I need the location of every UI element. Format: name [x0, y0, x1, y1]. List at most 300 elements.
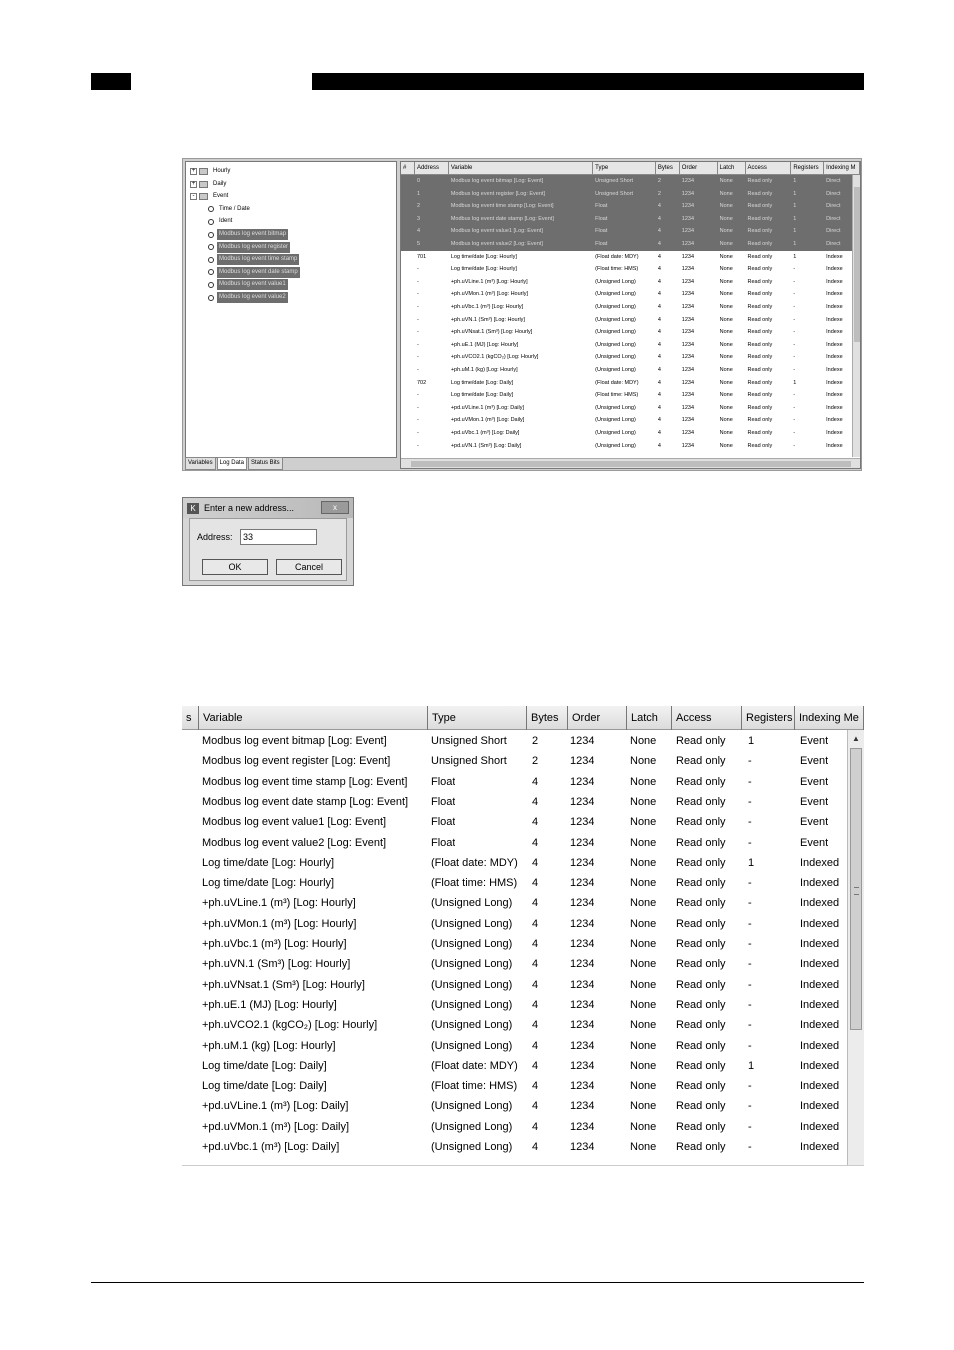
table-row[interactable]: [401, 377, 860, 390]
table-cell: +pd.uVbc.1 (m³) [Log: Daily]: [450, 430, 520, 436]
table-cell: Read only: [747, 404, 773, 411]
tree-item[interactable]: [208, 242, 290, 253]
table-cell: Read only: [676, 1141, 726, 1153]
table-cell: [401, 213, 415, 226]
table-row[interactable]: [182, 853, 864, 873]
table-cell: [401, 288, 415, 301]
table-cell: Indexed: [800, 1019, 840, 1032]
table-cell: Direct: [826, 228, 841, 235]
table-row[interactable]: [182, 1117, 864, 1137]
table-cell: 1234: [681, 215, 695, 222]
table-row[interactable]: [182, 893, 864, 913]
table-cell: None: [719, 266, 733, 273]
column-header[interactable]: Registers: [742, 706, 795, 730]
column-header[interactable]: Indexing Me: [795, 706, 864, 730]
table-cell: +ph.uVN.1 (Sm³) [Log: Hourly]: [450, 316, 525, 323]
table-cell: Read only: [747, 341, 773, 348]
table-cell: 1: [793, 241, 797, 247]
node-icon: [208, 244, 214, 250]
table-cell: None: [719, 430, 733, 436]
table-cell: [401, 414, 415, 427]
folder-icon: [199, 193, 208, 200]
table-row[interactable]: [182, 934, 864, 954]
column-header[interactable]: Latch: [718, 162, 746, 174]
table-cell: [401, 276, 415, 289]
table-cell: (Unsigned Long): [431, 1019, 513, 1032]
column-header[interactable]: Order: [568, 706, 627, 730]
table-cell: Indexed: [800, 897, 840, 910]
table-cell: Log time/date [Log: Daily]: [202, 1059, 327, 1072]
table-cell: (Unsigned Long): [431, 998, 513, 1011]
column-header[interactable]: s: [182, 706, 199, 730]
tree-item[interactable]: [208, 279, 288, 290]
table-cell: 1234: [570, 1100, 595, 1113]
table-cell: 1: [748, 1059, 755, 1072]
table-cell: Float: [595, 241, 608, 247]
table-row[interactable]: [182, 833, 864, 853]
table-row[interactable]: [182, 1096, 864, 1116]
table-cell: +ph.uM.1 (kg) [Log: Hourly]: [450, 367, 518, 373]
table-cell: Read only: [676, 938, 726, 950]
tab-variables[interactable]: Variables: [185, 457, 216, 470]
column-header[interactable]: Access: [746, 162, 792, 174]
table-row[interactable]: [182, 1137, 864, 1157]
cancel-button[interactable]: Cancel: [276, 559, 342, 575]
table-cell: -: [748, 775, 752, 788]
tree-item-label: Modbus log event value2: [217, 292, 288, 303]
table-row[interactable]: [401, 301, 860, 314]
table-cell: 1: [793, 178, 797, 184]
table-cell: 5: [416, 241, 421, 247]
table-cell: -: [793, 266, 796, 273]
table-cell: +ph.uVbc.1 (m³) [Log: Hourly]: [202, 938, 347, 950]
table-cell: Modbus log event bitmap [Log: Event]: [450, 178, 544, 184]
table-cell: None: [630, 1080, 657, 1093]
table-cell: -: [416, 266, 419, 273]
table-row[interactable]: [182, 1036, 864, 1056]
table-row[interactable]: [401, 389, 860, 402]
tab-status-bits[interactable]: Status Bits: [248, 457, 283, 470]
table-row[interactable]: [401, 427, 860, 440]
table-cell: -: [748, 938, 752, 950]
table-cell: Indexed: [800, 1039, 840, 1052]
table-cell: Indexe: [826, 404, 843, 411]
table-row[interactable]: [401, 213, 860, 226]
table-cell: -: [416, 430, 419, 436]
node-icon: [208, 257, 214, 263]
table-cell: Event: [800, 735, 829, 747]
table-cell: Read only: [747, 241, 773, 247]
table-cell: None: [630, 1019, 657, 1032]
expand-toggle-icon[interactable]: +: [191, 180, 196, 187]
table-row[interactable]: [401, 238, 860, 251]
table-row[interactable]: [401, 175, 860, 188]
table-cell: Direct: [826, 215, 841, 222]
table-cell: None: [630, 1100, 657, 1113]
close-button[interactable]: x: [321, 501, 349, 514]
table-row[interactable]: [401, 276, 860, 289]
tree-item[interactable]: [208, 292, 288, 303]
table-cell: -: [793, 354, 796, 361]
table-row[interactable]: [401, 225, 860, 238]
column-header[interactable]: Address: [415, 162, 449, 174]
scroll-thumb[interactable]: [854, 187, 860, 342]
table-row[interactable]: [182, 914, 864, 934]
table-cell: -: [793, 367, 796, 373]
table-cell: 4: [532, 1141, 539, 1153]
table-cell: 1: [793, 215, 797, 222]
table-cell: None: [719, 278, 733, 285]
table-cell: Read only: [676, 978, 726, 991]
table-cell: (Unsigned Long): [431, 1100, 513, 1113]
column-header[interactable]: Registers: [791, 162, 824, 174]
table-cell: 1234: [570, 938, 595, 950]
table-cell: 4: [532, 938, 539, 950]
table-cell: Read only: [747, 329, 773, 336]
table-row[interactable]: [401, 188, 860, 201]
table-row[interactable]: [182, 751, 864, 771]
table-cell: (Float date: MDY): [431, 1059, 518, 1072]
dialog-title: Enter a new address...: [204, 503, 295, 513]
table-cell: None: [630, 856, 657, 869]
table-row[interactable]: [401, 200, 860, 213]
table-cell: 4: [657, 379, 661, 386]
table-cell: -: [748, 1100, 752, 1113]
ok-button[interactable]: OK: [202, 559, 268, 575]
table-cell: Unsigned Short: [595, 190, 634, 197]
table-cell: -: [793, 417, 796, 424]
table-cell: -: [748, 1120, 752, 1133]
table-cell: (Unsigned Long): [595, 430, 636, 436]
table-cell: -: [416, 278, 419, 285]
table-cell: Indexe: [826, 316, 843, 323]
scroll-thumb[interactable]: [850, 748, 862, 1030]
table-row[interactable]: [401, 351, 860, 364]
table-cell: (Unsigned Long): [595, 354, 636, 361]
table-cell: (Float time: HMS): [595, 266, 639, 273]
table-cell: Indexed: [800, 856, 840, 869]
table-row[interactable]: [401, 339, 860, 352]
table-cell: Read only: [676, 1120, 726, 1133]
table-cell: [401, 251, 415, 264]
table-cell: None: [719, 354, 733, 361]
table-cell: Indexe: [826, 278, 843, 285]
zoomed-grid-header: [182, 706, 864, 730]
table-cell: (Unsigned Long): [595, 367, 636, 373]
table-cell: -: [793, 341, 796, 348]
table-cell: 1234: [681, 241, 695, 247]
node-icon: [208, 269, 214, 275]
tree-item[interactable]: [208, 254, 299, 265]
table-cell: 1234: [681, 203, 695, 210]
table-cell: -: [416, 329, 419, 336]
table-cell: (Unsigned Long): [595, 291, 636, 298]
table-cell: (Float time: HMS): [431, 1080, 518, 1093]
table-row[interactable]: [182, 873, 864, 893]
table-cell: +ph.uVLine.1 (m³) [Log: Hourly]: [450, 278, 528, 285]
table-row[interactable]: [401, 263, 860, 276]
table-cell: Read only: [676, 1080, 726, 1093]
table-cell: Indexe: [826, 354, 843, 361]
table-cell: 4: [657, 316, 661, 323]
table-cell: +ph.uE.1 (MJ) [Log: Hourly]: [202, 998, 337, 1011]
table-cell: (Float date: MDY): [595, 379, 639, 386]
table-cell: 0: [416, 178, 421, 184]
table-cell: Log time/date [Log: Daily]: [202, 1080, 327, 1093]
table-cell: +pd.uVMon.1 (m³) [Log: Daily]: [202, 1120, 350, 1133]
address-label: Address:: [197, 532, 233, 542]
table-cell: [401, 326, 415, 339]
table-cell: +ph.uVLine.1 (m³) [Log: Hourly]: [202, 897, 356, 910]
table-cell: 4: [532, 1080, 539, 1093]
table-cell: -: [748, 1080, 752, 1093]
dialog-titlebar: [183, 498, 353, 518]
tree-item[interactable]: [208, 229, 288, 240]
expand-toggle-icon[interactable]: -: [190, 193, 197, 200]
column-header[interactable]: Access: [672, 706, 742, 730]
table-cell: 2: [657, 178, 661, 184]
column-header[interactable]: Order: [680, 162, 718, 174]
table-row[interactable]: [401, 364, 860, 377]
table-cell: None: [630, 1141, 657, 1153]
table-row[interactable]: [401, 251, 860, 264]
table-row[interactable]: [182, 812, 864, 832]
table-cell: [401, 377, 415, 390]
table-cell: Indexe: [826, 379, 843, 386]
table-cell: -: [748, 897, 752, 910]
table-cell: None: [630, 755, 657, 768]
table-cell: Read only: [747, 215, 773, 222]
table-cell: Read only: [747, 253, 773, 260]
table-cell: Read only: [747, 203, 773, 210]
table-cell: 1234: [570, 775, 595, 788]
table-cell: 4: [532, 897, 539, 910]
table-cell: Unsigned Short: [431, 755, 507, 768]
column-header[interactable]: Latch: [627, 706, 672, 730]
table-row[interactable]: [182, 995, 864, 1015]
table-row[interactable]: [182, 792, 864, 812]
table-cell: 4: [532, 1120, 539, 1133]
table-cell: [401, 238, 415, 251]
tree-view: [185, 161, 397, 458]
table-cell: None: [630, 897, 657, 910]
table-cell: (Float time: HMS): [595, 392, 639, 399]
table-cell: 1234: [681, 266, 695, 273]
table-cell: 1234: [681, 253, 695, 260]
table-cell: 1234: [570, 897, 595, 910]
table-cell: 1234: [681, 178, 695, 184]
table-cell: None: [630, 877, 657, 890]
table-cell: -: [748, 998, 752, 1011]
table-cell: Log time/date [Log: Daily]: [450, 392, 514, 399]
app-icon: K: [187, 503, 199, 514]
table-cell: -: [793, 442, 796, 449]
column-header[interactable]: Indexing M: [824, 162, 860, 174]
table-cell: [401, 389, 415, 402]
table-cell: None: [630, 816, 657, 829]
table-row[interactable]: [182, 731, 864, 751]
zoomed-grid-vertical-scrollbar[interactable]: [847, 730, 864, 1166]
column-header[interactable]: Variable: [199, 706, 428, 730]
table-row[interactable]: [401, 288, 860, 301]
table-cell: 4: [657, 278, 661, 285]
table-cell: 4: [657, 253, 661, 260]
table-cell: (Unsigned Long): [431, 1039, 513, 1052]
table-cell: 1: [416, 190, 421, 197]
tree-item-label: Modbus log event date stamp: [217, 267, 300, 278]
table-cell: [401, 314, 415, 327]
table-cell: Unsigned Short: [431, 735, 507, 747]
table-cell: Indexed: [800, 938, 840, 950]
table-cell: Read only: [676, 836, 726, 849]
table-cell: 4: [532, 917, 539, 930]
table-cell: None: [630, 958, 657, 971]
table-cell: Float: [431, 795, 456, 808]
table-cell: 1234: [570, 1019, 595, 1032]
table-cell: 1: [793, 203, 797, 210]
small-grid-horizontal-scrollbar[interactable]: [401, 458, 860, 468]
table-cell: Read only: [676, 958, 726, 971]
table-cell: -: [748, 1141, 752, 1153]
log-data-screenshot: [182, 158, 862, 471]
table-cell: 1234: [681, 341, 695, 348]
table-cell: None: [630, 795, 657, 808]
column-header[interactable]: Type: [593, 162, 656, 174]
table-cell: 702: [416, 379, 427, 386]
table-row[interactable]: [401, 440, 860, 453]
table-cell: 4: [657, 228, 661, 235]
tree-item-label: Time / Date: [219, 205, 250, 212]
table-cell: [401, 351, 415, 364]
table-cell: None: [719, 228, 733, 235]
table-cell: Read only: [747, 190, 773, 197]
tree-item[interactable]: [208, 216, 234, 227]
table-row[interactable]: [401, 414, 860, 427]
column-header[interactable]: Type: [428, 706, 527, 730]
table-cell: Modbus log event date stamp [Log: Event]: [202, 795, 409, 808]
tree-item[interactable]: [208, 267, 300, 278]
column-header[interactable]: Variable: [449, 162, 593, 174]
table-cell: -: [748, 816, 752, 829]
column-header[interactable]: Bytes: [527, 706, 568, 730]
scroll-thumb[interactable]: [411, 461, 851, 467]
tree-item[interactable]: [190, 166, 232, 177]
table-cell: +ph.uVNsat.1 (Sm³) [Log: Hourly]: [450, 329, 533, 336]
table-cell: Indexed: [800, 877, 840, 890]
table-cell: (Unsigned Long): [431, 958, 513, 971]
table-cell: -: [416, 367, 419, 373]
expand-toggle-icon[interactable]: +: [191, 168, 196, 174]
table-cell: [401, 364, 415, 377]
table-cell: Indexed: [800, 1120, 840, 1133]
table-cell: Modbus log event value2 [Log: Event]: [202, 836, 387, 849]
tree-item-label: Modbus log event register: [217, 242, 290, 253]
table-cell: 1234: [681, 404, 695, 411]
tab-log-data[interactable]: Log Data: [217, 457, 247, 470]
table-cell: None: [719, 316, 733, 323]
table-cell: 1234: [570, 998, 595, 1011]
table-row[interactable]: [401, 314, 860, 327]
table-row[interactable]: [182, 772, 864, 792]
table-row[interactable]: [182, 1076, 864, 1096]
small-grid-vertical-scrollbar[interactable]: [852, 175, 860, 457]
tree-item[interactable]: [190, 191, 230, 202]
table-cell: 4: [657, 417, 661, 424]
table-cell: 4: [532, 775, 539, 788]
column-header[interactable]: Bytes: [656, 162, 680, 174]
table-cell: (Unsigned Long): [595, 417, 636, 424]
tree-item[interactable]: [208, 204, 252, 215]
table-cell: 4: [532, 978, 539, 991]
table-cell: None: [630, 735, 657, 747]
scroll-up-arrow-icon[interactable]: ▲: [852, 734, 860, 743]
table-row[interactable]: [182, 1056, 864, 1076]
table-row[interactable]: [401, 402, 860, 415]
table-cell: 1: [793, 379, 797, 386]
table-cell: Read only: [747, 417, 773, 424]
table-row[interactable]: [182, 954, 864, 974]
table-cell: None: [630, 1039, 657, 1052]
table-cell: +ph.uVbc.1 (m³) [Log: Hourly]: [450, 304, 524, 310]
table-cell: Read only: [676, 917, 726, 930]
table-cell: 1: [748, 735, 755, 747]
table-cell: 4: [657, 241, 661, 247]
table-cell: Event: [800, 795, 829, 808]
table-cell: Read only: [747, 178, 773, 184]
address-input[interactable]: [240, 529, 317, 545]
table-cell: Read only: [747, 266, 773, 273]
table-cell: Float: [595, 203, 608, 210]
table-row[interactable]: [182, 1015, 864, 1035]
table-row[interactable]: [401, 326, 860, 339]
table-cell: None: [630, 938, 657, 950]
tree-item[interactable]: [190, 179, 228, 190]
table-cell: +ph.uVCO2.1 (kgCO₂) [Log: Hourly]: [450, 354, 539, 361]
table-cell: Indexed: [800, 998, 840, 1011]
table-cell: Read only: [747, 304, 773, 310]
table-cell: Event: [800, 755, 829, 768]
node-icon: [208, 295, 214, 301]
table-cell: 1234: [681, 278, 695, 285]
table-cell: 1234: [681, 367, 695, 373]
table-cell: Modbus log event value1 [Log: Event]: [202, 816, 387, 829]
table-cell: 1234: [570, 877, 595, 890]
tree-item-label: Hourly: [213, 168, 231, 174]
tree-item-label: Ident: [219, 218, 233, 225]
table-cell: Indexe: [826, 430, 843, 436]
table-cell: Read only: [676, 816, 726, 829]
table-cell: 1234: [681, 392, 695, 399]
column-header[interactable]: #: [401, 162, 415, 174]
table-cell: None: [630, 1120, 657, 1133]
table-cell: Read only: [747, 442, 773, 449]
table-cell: None: [630, 998, 657, 1011]
grip-icon: [854, 887, 859, 895]
table-cell: 4: [532, 998, 539, 1011]
table-cell: [401, 188, 415, 201]
table-cell: 4: [532, 795, 539, 808]
table-cell: 1234: [681, 430, 695, 436]
table-cell: Read only: [676, 998, 726, 1011]
table-cell: -: [748, 1039, 752, 1052]
table-cell: None: [719, 442, 733, 449]
table-cell: [401, 402, 415, 415]
table-cell: None: [630, 978, 657, 991]
table-cell: 1234: [570, 1059, 595, 1072]
folder-icon: [199, 168, 208, 175]
table-row[interactable]: [182, 975, 864, 995]
tree-item-label: Modbus log event value1: [217, 279, 288, 290]
